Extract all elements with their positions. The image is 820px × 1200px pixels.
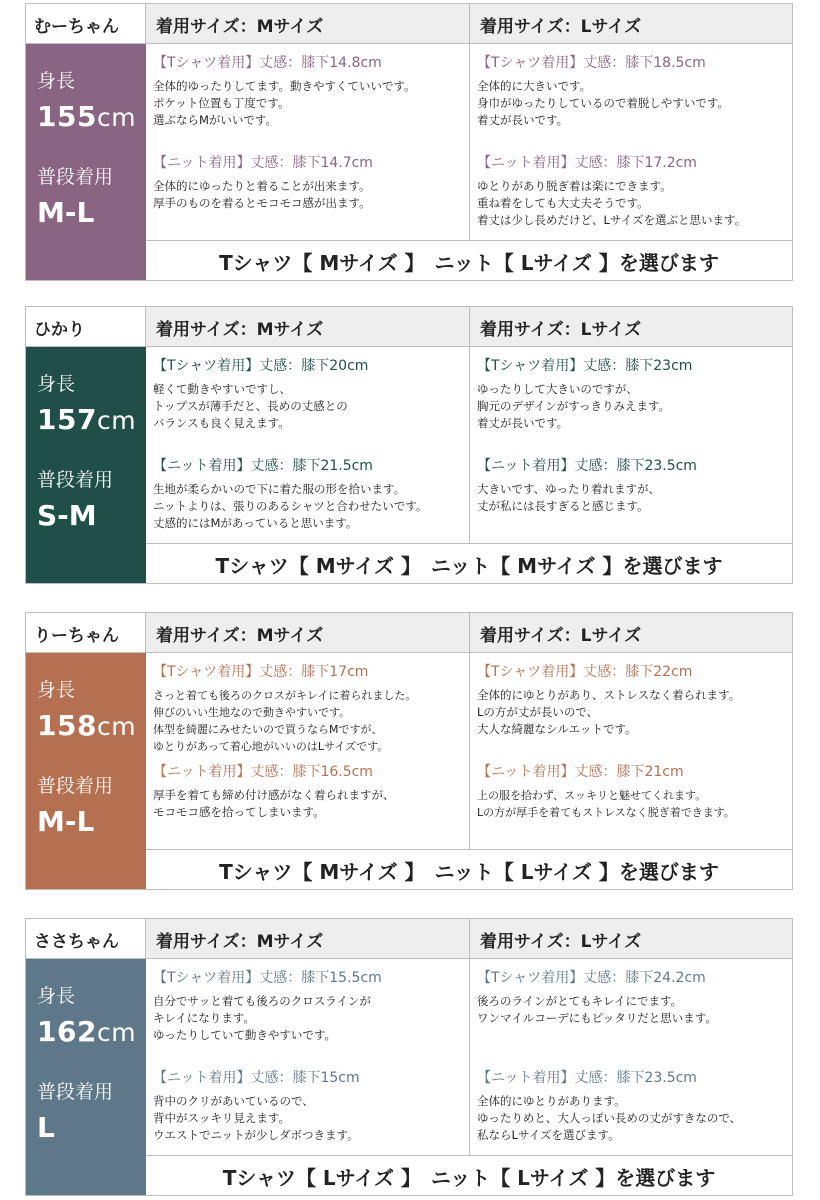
usual-size-value: S-M <box>37 499 97 532</box>
m-size-review <box>146 959 470 1155</box>
l-tshirt-title: 【Tシャツ着用】丈感：膝下18.5cm <box>477 55 706 71</box>
m-tshirt-section <box>153 355 465 432</box>
usual-size-label: 普段着用 <box>37 166 114 188</box>
m-tshirt-section <box>153 661 465 755</box>
l-tshirt-text: 全体的にゆとりがあり、ストレスなく着られます。 Lの方が丈が長いので、 大人な綺麗なシルエットです。 <box>477 688 741 736</box>
m-knit-section <box>153 1067 465 1144</box>
l-tshirt-title: 【Tシャツ着用】丈感：膝下22cm <box>477 664 693 680</box>
l-tshirt-section <box>477 355 788 432</box>
m-knit-text: 背中のクリがあいているので、 背中がスッキリ見えます。 ウエストでニットが少しダボつきます。 <box>153 1094 359 1142</box>
l-knit-text: ゆとりがあり脱ぎ着は楽にできます。 重ね着をしても大丈夫そうです。 着丈は少し長めだけど、Lサイズを選ぶと思います。 <box>477 179 747 227</box>
l-knit-text: 上の服を拾わず、スッキリと魅せてくれます。 Lの方が厚手を着てもストレスなく脱ぎ着できます。 <box>477 789 735 819</box>
l-size-review <box>470 653 792 849</box>
m-size-review <box>146 653 470 849</box>
usual-size-value: M-L <box>37 196 95 229</box>
model-name: ひかり <box>26 307 146 347</box>
size-block-ri <box>25 612 793 890</box>
m-size-review <box>146 347 470 543</box>
l-tshirt-text: ゆったりして大きいのですが、 胸元のデザインがすっきりみえます。 着丈が長いです。 <box>477 382 671 430</box>
l-tshirt-title: 【Tシャツ着用】丈感：膝下23cm <box>477 358 693 374</box>
usual-size-label: 普段着用 <box>37 469 114 491</box>
height-unit: cm <box>96 712 137 741</box>
usual-size-value: L <box>37 1111 55 1144</box>
height-label: 身長 <box>37 679 76 701</box>
usual-size-value: M-L <box>37 805 95 838</box>
m-knit-section <box>153 152 465 212</box>
height-label: 身長 <box>37 70 76 92</box>
m-knit-title: 【ニット着用】丈感：膝下16.5cm <box>153 764 373 780</box>
m-tshirt-text: さっと着ても後ろのクロスがキレイに着られました。 伸びのいい生地なので動きやすいです。 体型を綺麗にみせたいので買うならMですが、 ゆとりがあって着心地がいいのはLサイズです。 <box>153 689 417 753</box>
l-knit-section <box>477 455 788 515</box>
m-knit-title: 【ニット着用】丈感：膝下14.7cm <box>153 155 373 171</box>
l-knit-title: 【ニット着用】丈感：膝下23.5cm <box>477 1070 697 1086</box>
m-knit-section <box>153 761 465 821</box>
l-knit-title: 【ニット着用】丈感：膝下21cm <box>477 764 684 780</box>
l-knit-section <box>477 152 788 229</box>
l-knit-title: 【ニット着用】丈感：膝下17.2cm <box>477 155 697 171</box>
height-number: 158 <box>37 709 97 742</box>
profile-panel <box>26 653 146 889</box>
height-value <box>37 1015 136 1048</box>
size-choice-summary: Tシャツ【 Mサイズ 】 ニット【 Lサイズ 】を選びます <box>146 849 792 889</box>
m-tshirt-title: 【Tシャツ着用】丈感：膝下17cm <box>153 664 369 680</box>
height-value <box>37 709 136 742</box>
l-size-review <box>470 44 792 240</box>
m-tshirt-text: 全体的ゆったりしてます。動きやすくていいです。 ポケット位置も丁度です。 選ぶならMがいいです。 <box>153 79 416 127</box>
size-block-mu <box>25 3 793 281</box>
height-unit: cm <box>96 406 137 435</box>
model-name: むーちゃん <box>26 4 146 44</box>
size-choice-summary: Tシャツ【 Mサイズ 】 ニット【 Lサイズ 】を選びます <box>146 240 792 280</box>
m-size-header: 着用サイズ：Mサイズ <box>146 307 470 347</box>
l-size-review <box>470 959 792 1155</box>
l-size-header: 着用サイズ：Lサイズ <box>470 613 792 653</box>
m-tshirt-title: 【Tシャツ着用】丈感：膝下14.8cm <box>153 55 382 71</box>
m-size-review <box>146 44 470 240</box>
m-tshirt-text: 自分でサッと着ても後ろのクロスラインが キレイになります。 ゆったりしていて動きやすいです。 <box>153 994 371 1042</box>
m-tshirt-section <box>153 52 465 129</box>
l-tshirt-section <box>477 52 788 129</box>
l-knit-text: 全体的にゆとりがあります。 ゆったりめと、大人っぽい長めの丈がすきなので、 私ならLサイズを選びます。 <box>477 1094 742 1142</box>
height-label: 身長 <box>37 373 76 395</box>
l-tshirt-text: 後ろのラインがとてもキレイにでます。 ワンマイルコーデにもピッタリだと思います。 <box>477 994 717 1025</box>
size-choice-summary: Tシャツ【 Lサイズ 】 ニット【 Lサイズ 】を選びます <box>146 1155 792 1195</box>
profile-panel <box>26 959 146 1195</box>
m-size-header: 着用サイズ：Mサイズ <box>146 919 470 959</box>
l-size-header: 着用サイズ：Lサイズ <box>470 4 792 44</box>
height-label: 身長 <box>37 985 76 1007</box>
l-knit-section <box>477 1067 788 1144</box>
height-value <box>37 100 136 133</box>
l-size-review <box>470 347 792 543</box>
l-knit-text: 大きいです、ゆったり着れますが、 丈が私には長すぎると感じます。 <box>477 482 660 513</box>
profile-panel <box>26 44 146 280</box>
height-number: 157 <box>37 403 97 436</box>
m-tshirt-section <box>153 967 465 1044</box>
l-size-header: 着用サイズ：Lサイズ <box>470 307 792 347</box>
profile-panel <box>26 347 146 583</box>
m-size-header: 着用サイズ：Mサイズ <box>146 4 470 44</box>
model-name: ささちゃん <box>26 919 146 959</box>
size-choice-summary: Tシャツ【 Mサイズ 】 ニット【 Mサイズ 】を選びます <box>146 543 792 583</box>
l-tshirt-title: 【Tシャツ着用】丈感：膝下24.2cm <box>477 970 706 986</box>
height-value <box>37 403 136 436</box>
height-unit: cm <box>96 103 137 132</box>
size-block-sasa <box>25 918 793 1196</box>
m-size-header: 着用サイズ：Mサイズ <box>146 613 470 653</box>
l-tshirt-text: 全体的に大きいです。 身巾がゆったりしているので着脱しやすいです。 着丈が長いです。 <box>477 79 729 127</box>
m-tshirt-title: 【Tシャツ着用】丈感：膝下20cm <box>153 358 369 374</box>
m-knit-section <box>153 455 465 532</box>
height-unit: cm <box>96 1018 137 1047</box>
m-knit-text: 厚手を着ても締め付け感がなく着られますが、 モコモコ感を拾ってしまいます。 <box>153 788 395 819</box>
m-knit-text: 全体的にゆったりと着ることが出来ます。 厚手のものを着るとモコモコ感が出ます。 <box>153 179 371 210</box>
m-knit-title: 【ニット着用】丈感：膝下21.5cm <box>153 458 373 474</box>
usual-size-label: 普段着用 <box>37 775 114 797</box>
m-knit-title: 【ニット着用】丈感：膝下15cm <box>153 1070 360 1086</box>
usual-size-label: 普段着用 <box>37 1081 114 1103</box>
size-block-hikari <box>25 306 793 584</box>
height-number: 155 <box>37 100 97 133</box>
l-tshirt-section <box>477 967 788 1027</box>
l-size-header: 着用サイズ：Lサイズ <box>470 919 792 959</box>
l-knit-title: 【ニット着用】丈感：膝下23.5cm <box>477 458 697 474</box>
model-name: りーちゃん <box>26 613 146 653</box>
m-tshirt-title: 【Tシャツ着用】丈感：膝下15.5cm <box>153 970 382 986</box>
l-knit-section <box>477 761 788 821</box>
l-tshirt-section <box>477 661 788 738</box>
height-number: 162 <box>37 1015 97 1048</box>
m-knit-text: 生地が柔らかいので下に着た服の形を拾います。 ニットよりは、張りのあるシャツと合わせたいです。 丈感的にはMがあっていると思います。 <box>153 482 428 530</box>
m-tshirt-text: 軽くて動きやすいですし、 トップスが薄手だと、長めの丈感との バランスも良く見えます。 <box>153 382 348 430</box>
